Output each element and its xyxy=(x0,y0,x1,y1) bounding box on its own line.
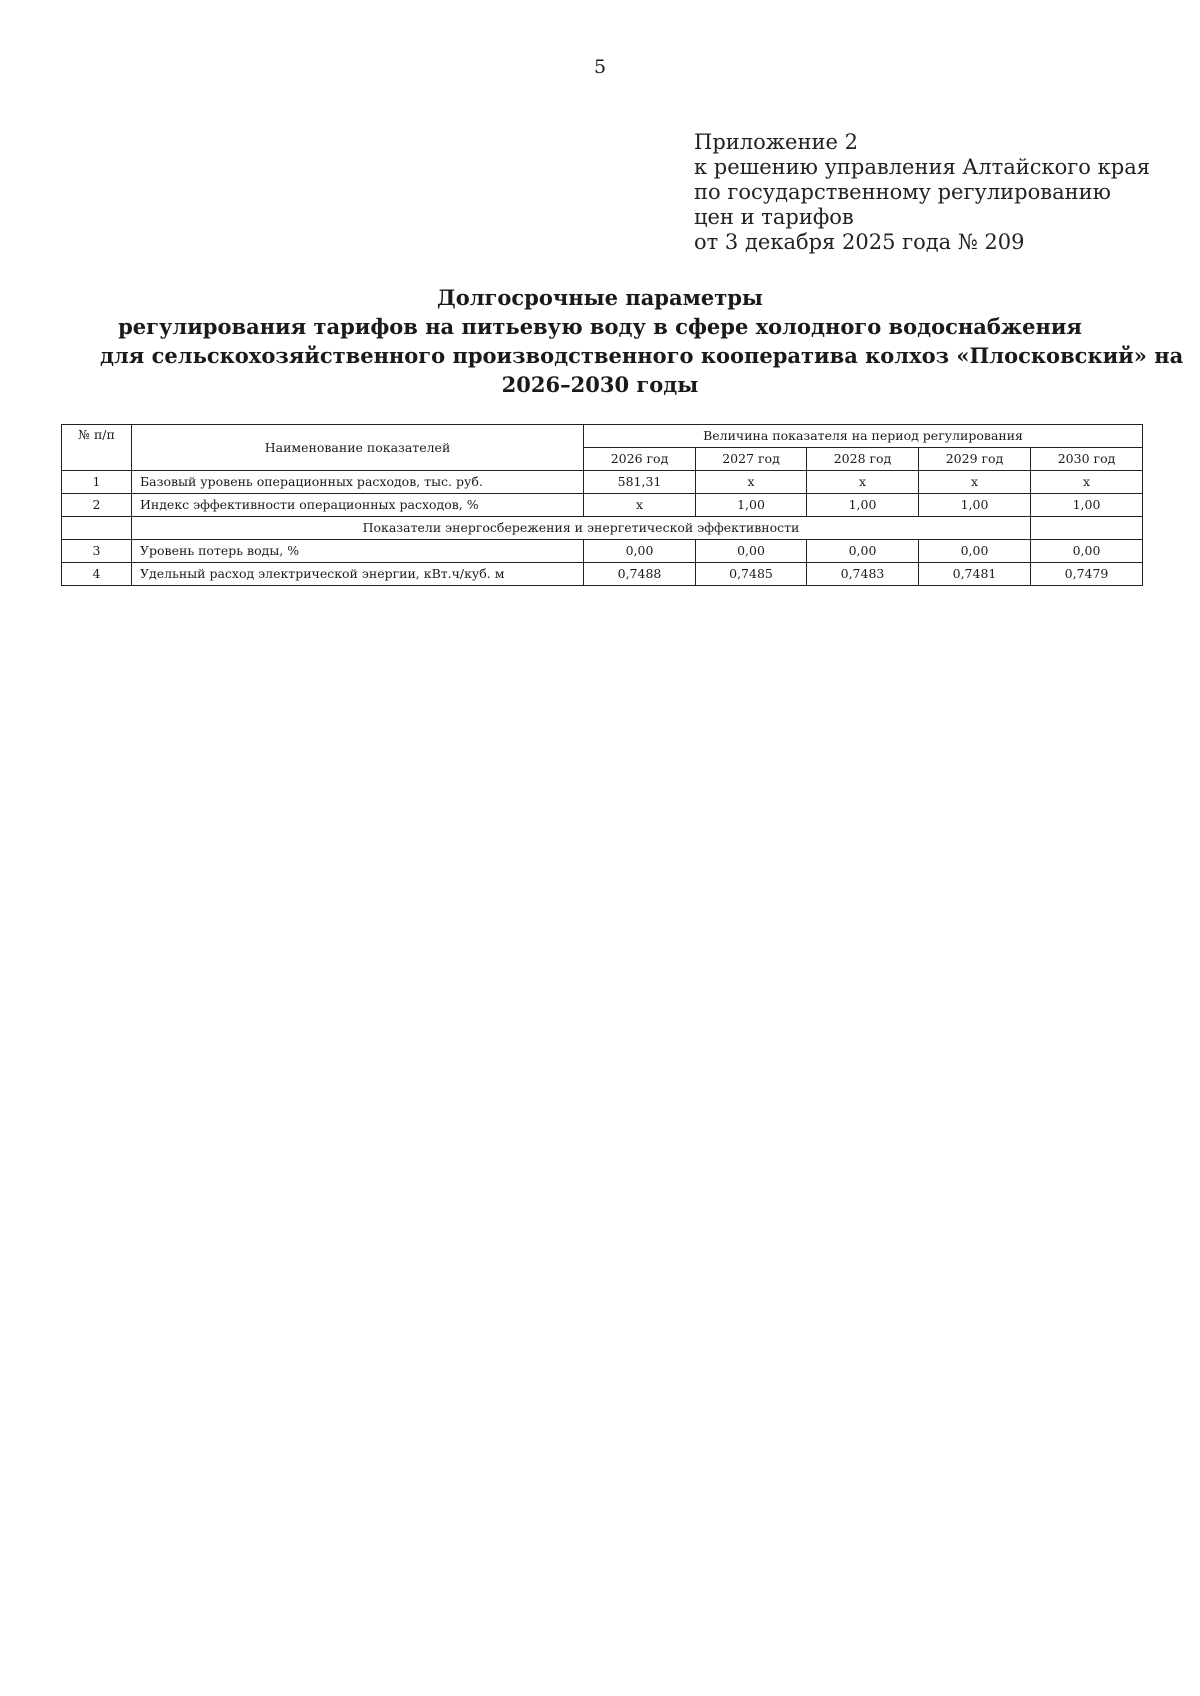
row-value: x xyxy=(919,471,1031,494)
row-value: 0,00 xyxy=(696,540,807,563)
row-value: 0,00 xyxy=(807,540,919,563)
row-value: 1,00 xyxy=(1031,494,1143,517)
appendix-line: по государственному регулированию xyxy=(694,180,1111,204)
row-value: 0,7483 xyxy=(807,563,919,586)
appendix-line: Приложение 2 xyxy=(694,130,858,154)
section-empty-cell xyxy=(1031,517,1143,540)
row-num: 1 xyxy=(62,471,132,494)
appendix-note xyxy=(694,130,1150,255)
page-number: 5 xyxy=(593,56,607,78)
row-value: x xyxy=(807,471,919,494)
header-num: № п/п xyxy=(62,425,132,471)
title-line: регулирования тарифов на питьевую воду в сфере холодного водоснабжения xyxy=(118,314,1082,339)
row-name: Базовый уровень операционных расходов, тыс. руб. xyxy=(132,471,584,494)
table-row xyxy=(62,563,1143,586)
row-value: 581,31 xyxy=(584,471,696,494)
row-value: 0,7485 xyxy=(696,563,807,586)
row-value: x xyxy=(1031,471,1143,494)
row-num: 2 xyxy=(62,494,132,517)
header-period: Величина показателя на период регулирования xyxy=(584,425,1143,448)
row-name: Индекс эффективности операционных расходов, % xyxy=(132,494,584,517)
row-num: 4 xyxy=(62,563,132,586)
row-num: 3 xyxy=(62,540,132,563)
appendix-line: к решению управления Алтайского края xyxy=(694,155,1150,179)
row-value: 0,00 xyxy=(1031,540,1143,563)
header-year: 2027 год xyxy=(696,448,807,471)
row-value: 1,00 xyxy=(807,494,919,517)
row-value: 0,7479 xyxy=(1031,563,1143,586)
row-value: 0,00 xyxy=(919,540,1031,563)
parameters-table xyxy=(61,424,1143,586)
header-year: 2030 год xyxy=(1031,448,1143,471)
row-value: 0,7481 xyxy=(919,563,1031,586)
row-value: 1,00 xyxy=(919,494,1031,517)
section-num-empty xyxy=(62,517,132,540)
row-name: Уровень потерь воды, % xyxy=(132,540,584,563)
table-row xyxy=(62,471,1143,494)
row-value: 1,00 xyxy=(696,494,807,517)
header-year: 2026 год xyxy=(584,448,696,471)
title-line: Долгосрочные параметры xyxy=(437,285,763,310)
row-value: x xyxy=(584,494,696,517)
appendix-line: от 3 декабря 2025 года № 209 xyxy=(694,230,1025,254)
table-row xyxy=(62,540,1143,563)
table-header-row xyxy=(62,425,1143,448)
title-line: для сельскохозяйственного производственного кооператива колхоз «Плосковский» на xyxy=(100,343,1184,368)
title-line: 2026–2030 годы xyxy=(501,372,699,397)
table-section-row xyxy=(62,517,1143,540)
row-value: 0,00 xyxy=(584,540,696,563)
header-year: 2029 год xyxy=(919,448,1031,471)
table-row xyxy=(62,494,1143,517)
row-value: 0,7488 xyxy=(584,563,696,586)
section-title: Показатели энергосбережения и энергетической эффективности xyxy=(132,517,1031,540)
row-value: x xyxy=(696,471,807,494)
document-title xyxy=(100,283,1184,399)
header-year: 2028 год xyxy=(807,448,919,471)
header-name: Наименование показателей xyxy=(132,425,584,471)
appendix-line: цен и тарифов xyxy=(694,205,854,229)
row-name: Удельный расход электрической энергии, кВт.ч/куб. м xyxy=(132,563,584,586)
